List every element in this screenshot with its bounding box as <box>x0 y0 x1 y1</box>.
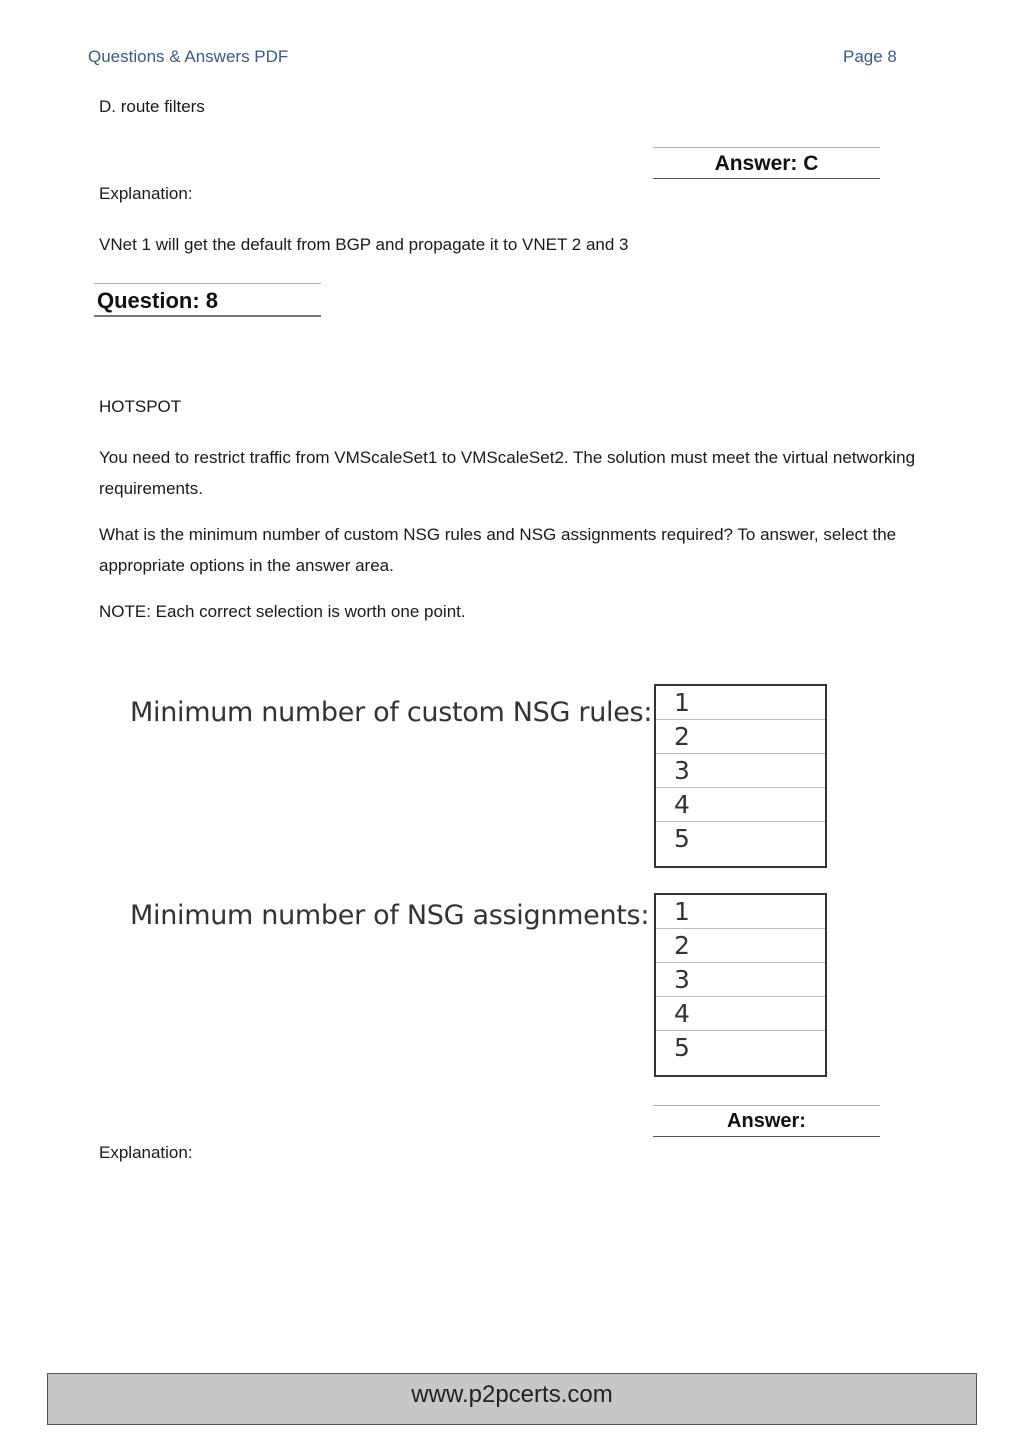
page-number: Page 8 <box>843 47 897 66</box>
answer-box <box>653 1105 880 1137</box>
assignments-option-1[interactable]: 1 <box>656 895 825 929</box>
assignments-label: Minimum number of NSG assignments: <box>130 900 650 931</box>
header-title: Questions & Answers PDF <box>88 47 289 66</box>
question-paragraph-1: You need to restrict traffic from VMScaleSet1 to VMScaleSet2. The solution must meet the virtual networking requirements. <box>99 448 916 498</box>
assignments-option-4[interactable]: 4 <box>656 997 825 1031</box>
previous-answer-box <box>653 147 880 179</box>
assignments-option-5[interactable]: 5 <box>674 1033 690 1062</box>
footer-url[interactable]: www.p2pcerts.com <box>411 1381 613 1408</box>
question-heading-box <box>94 283 321 317</box>
rules-option-1[interactable]: 1 <box>656 686 825 720</box>
rules-option-4[interactable]: 4 <box>656 788 825 822</box>
rules-options-list[interactable] <box>654 684 827 868</box>
previous-answer-text: Answer: C <box>714 152 819 175</box>
footer-bar <box>47 1373 977 1425</box>
rules-option-3[interactable]: 3 <box>656 754 825 788</box>
answer-text: Answer: <box>727 1110 806 1132</box>
question-note: NOTE: Each correct selection is worth one point. <box>99 602 466 621</box>
explanation-text: VNet 1 will get the default from BGP and propagate it to VNET 2 and 3 <box>99 235 629 254</box>
assignments-option-2[interactable]: 2 <box>656 929 825 963</box>
assignments-option-3[interactable]: 3 <box>656 963 825 997</box>
question-paragraph-2: What is the minimum number of custom NSG rules and NSG assignments required? To answer, select the appropriate options in the answer area. <box>99 525 897 575</box>
option-d-text: D. route filters <box>99 97 205 116</box>
question-type: HOTSPOT <box>99 397 182 416</box>
explanation-label: Explanation: <box>99 184 193 203</box>
rules-label: Minimum number of custom NSG rules: <box>130 697 653 728</box>
question-title: Question: 8 <box>97 288 219 313</box>
rules-option-5[interactable]: 5 <box>674 824 690 853</box>
question-explanation-label: Explanation: <box>99 1143 193 1162</box>
assignments-options-list[interactable] <box>654 893 827 1077</box>
rules-option-2[interactable]: 2 <box>656 720 825 754</box>
